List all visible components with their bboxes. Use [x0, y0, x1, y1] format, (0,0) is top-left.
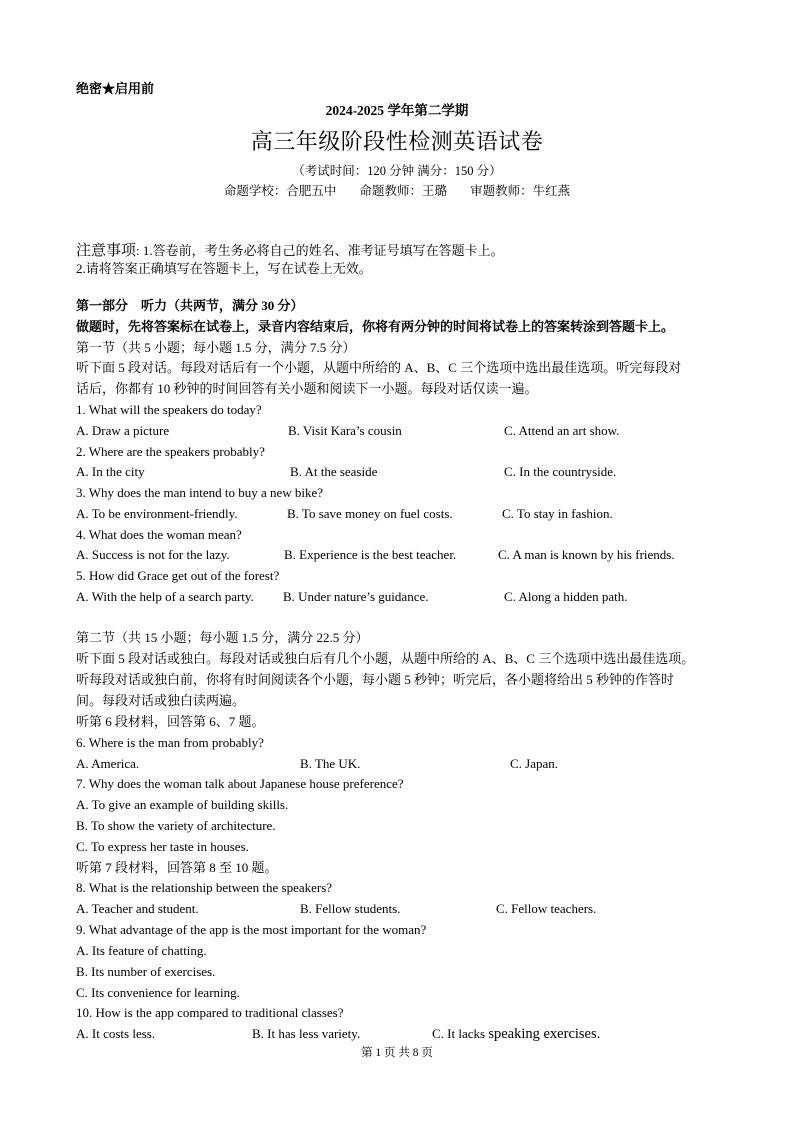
question-5-option-a: A. With the help of a search party.: [76, 589, 254, 604]
question-7-stem: 7. Why does the woman talk about Japanese house preference?: [76, 776, 404, 791]
section2-title: 第二节（共 15 小题；每小题 1.5 分，满分 22.5 分）: [76, 630, 369, 645]
question-10-option-b: B. It has less variety.: [252, 1026, 361, 1041]
question-4-stem: 4. What does the woman mean?: [76, 527, 242, 542]
question-8-option-a: A. Teacher and student.: [76, 901, 199, 916]
exam-info: （考试时间：120 分钟 满分：150 分）: [292, 164, 502, 178]
question-8-option-c: C. Fellow teachers.: [496, 901, 597, 916]
confidential-mark: 绝密★启用前: [76, 81, 155, 96]
notice-item-2: 2.请将答案正确填写在答题卡上，写在试卷上无效。: [76, 261, 372, 276]
exam-authors: [0, 181, 794, 199]
question-6-option-b: B. The UK.: [300, 756, 361, 771]
question-9-stem: 9. What advantage of the app is the most important for the woman?: [76, 922, 427, 937]
part1-title: 第一部分 听力（共两节，满分 30 分）: [76, 298, 304, 313]
question-3-option-a: A. To be environment-friendly.: [76, 506, 238, 521]
notice-heading: 注意事项: [76, 242, 137, 259]
page-number: 第 1 页 共 8 页: [361, 1047, 433, 1059]
question-6-option-c: C. Japan.: [510, 756, 559, 771]
question-10-option-c-suffix: speaking exercises.: [488, 1026, 601, 1042]
notice-item-1: : 1.答卷前，考生务必将自己的姓名、准考证号填写在答题卡上。: [136, 243, 504, 258]
question-10-option-c: [432, 1025, 600, 1043]
question-8-option-b: B. Fellow students.: [300, 901, 401, 916]
question-10-option-c-prefix: C. It lacks: [432, 1026, 489, 1041]
question-1-option-b: B. Visit Kara’s cousin: [288, 423, 402, 438]
question-9-option-c: C. Its convenience for learning.: [76, 985, 240, 1000]
setter-teacher: 命题教师：王璐: [359, 184, 447, 198]
question-7-option-b: B. To show the variety of architecture.: [76, 818, 276, 833]
section1-directions: 听下面 5 段对话。每段对话后有一个小题，从题中所给的 A、B、C 三个选项中选出最佳选项。听完每段对: [76, 360, 682, 375]
section1-title: 第一节（共 5 小题；每小题 1.5 分，满分 7.5 分）: [76, 340, 356, 355]
question-5-option-c: C. Along a hidden path.: [504, 589, 628, 604]
question-4-option-b: B. Experience is the best teacher.: [284, 547, 457, 562]
reviewer-teacher: 审题教师：牛红燕: [470, 184, 571, 198]
section2-directions: 听下面 5 段对话或独白。每段对话或独白后有几个小题，从题中所给的 A、B、C 三个选项中选出最佳选项。: [76, 651, 695, 666]
setter-school: 命题学校：合肥五中: [223, 184, 337, 198]
part1-instruction: 做题时，先将答案标在试卷上，录音内容结束后，你将有两分钟的时间将试卷上的答案转涂到答题卡上。: [76, 319, 675, 334]
question-6-stem: 6. Where is the man from probably?: [76, 735, 264, 750]
question-1-stem: 1. What will the speakers do today?: [76, 402, 262, 417]
question-2-option-c: C. In the countryside.: [504, 464, 617, 479]
question-7-option-a: A. To give an example of building skills.: [76, 797, 289, 812]
material-6-note: 听第 6 段材料，回答第 6、7 题。: [76, 714, 265, 729]
question-2-option-b: B. At the seaside: [290, 464, 378, 479]
question-5-option-b: B. Under nature’s guidance.: [283, 589, 429, 604]
question-2-option-a: A. In the city: [76, 464, 145, 479]
question-6-option-a: A. America.: [76, 756, 140, 771]
question-9-option-a: A. Its feature of chatting.: [76, 943, 207, 958]
page-title: 高三年级阶段性检测英语试卷: [250, 129, 544, 154]
question-2-stem: 2. Where are the speakers probably?: [76, 444, 265, 459]
question-3-option-c: C. To stay in fashion.: [502, 506, 613, 521]
notice-line-1: [76, 239, 504, 260]
question-9-option-b: B. Its number of exercises.: [76, 964, 216, 979]
question-3-stem: 3. Why does the man intend to buy a new bike?: [76, 485, 324, 500]
section2-directions-3: 间。每段对话或独白读两遍。: [76, 693, 246, 708]
academic-year: 2024-2025 学年第二学期: [325, 103, 469, 118]
section2-directions-2: 听每段对话或独白前，你将有时间阅读各个小题，每小题 5 秒钟；听完后，各小题将给出 5 秒钟的作答时: [76, 672, 675, 687]
question-10-option-a: A. It costs less.: [76, 1026, 156, 1041]
question-4-option-a: A. Success is not for the lazy.: [76, 547, 230, 562]
question-3-option-b: B. To save money on fuel costs.: [287, 506, 453, 521]
section1-directions-2: 话后，你都有 10 秒钟的时间回答有关小题和阅读下一小题。每段对话仅读一遍。: [76, 381, 538, 396]
material-7-note: 听第 7 段材料，回答第 8 至 10 题。: [76, 860, 278, 875]
question-1-option-c: C. Attend an art show.: [504, 423, 620, 438]
question-7-option-c: C. To express her taste in houses.: [76, 839, 249, 854]
question-10-stem: 10. How is the app compared to traditional classes?: [76, 1005, 344, 1020]
question-1-option-a: A. Draw a picture: [76, 423, 170, 438]
question-8-stem: 8. What is the relationship between the speakers?: [76, 880, 333, 895]
question-4-option-c: C. A man is known by his friends.: [498, 547, 675, 562]
question-5-stem: 5. How did Grace get out of the forest?: [76, 568, 280, 583]
